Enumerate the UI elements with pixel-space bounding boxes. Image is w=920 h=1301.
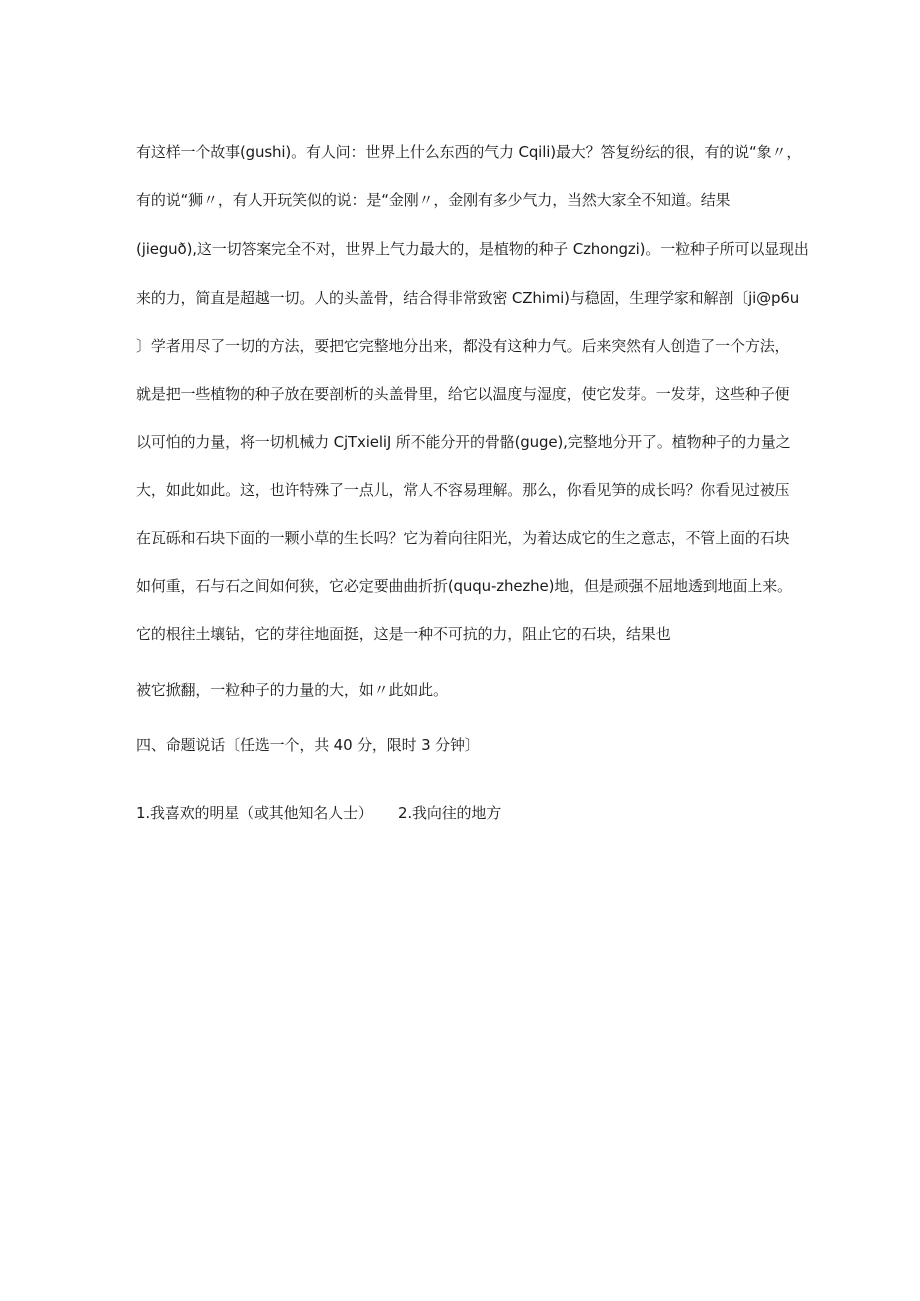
passage-line: 有这样一个故事(gushi)。有人问：世界上什么东西的气力 Cqili)最大？答复纷纭的很，有的说“象〃， bbox=[136, 143, 802, 161]
passage-line: 以可怕的力量，将一切机械力 CjTxieliJ 所不能分开的骨骼(guge),完整地分开了。植物种子的力量之 bbox=[136, 433, 791, 451]
passage-line: 就是把一些植物的种子放在要剖析的头盖骨里，给它以温度与湿度，使它发芽。一发芽，这些种子便 bbox=[136, 385, 790, 403]
passage-line: 被它掀翻，一粒种子的力量的大，如〃此如此。 bbox=[136, 681, 448, 699]
passage-line: 大，如此如此。这，也许特殊了一点儿，常人不容易理解。那么，你看见笋的成长吗？你看见过被压 bbox=[136, 481, 790, 499]
topic-list bbox=[136, 803, 796, 823]
passage-line: 有的说“狮〃，有人开玩笑似的说：是“金刚〃，金刚有多少气力，当然大家全不知道。结果 bbox=[136, 191, 731, 209]
passage-line: (jieguð),这一切答案完全不对，世界上气力最大的，是植物的种子 Czhongzi)。一粒种子所可以显现出 bbox=[136, 240, 809, 258]
section-heading: 四、命题说话〔任选一个，共 40 分，限时 3 分钟〕 bbox=[136, 736, 480, 754]
passage-line: 它的根往土壤钻，它的芽往地面挺，这是一种不可抗的力，阻止它的石块，结果也 bbox=[136, 625, 671, 643]
passage-line: 在瓦砾和石块下面的一颗小草的生长吗？它为着向往阳光，为着达成它的生之意志，不管上面的石块 bbox=[136, 529, 790, 547]
topic-item-2: 2.我向往的地方 bbox=[398, 804, 502, 822]
passage-line: 来的力，简直是超越一切。人的头盖骨，结合得非常致密 CZhimi)与稳固，生理学家和解剖〔ji@p6u bbox=[136, 289, 800, 307]
passage-line: 〕学者用尽了一切的方法，要把它完整地分出来，都没有这种力气。后来突然有人创造了一个方法， bbox=[136, 337, 790, 355]
topic-item-1: 1.我喜欢的明星（或其他知名人士） bbox=[136, 804, 373, 822]
passage-line: 如何重，石与石之间如何狭，它必定要曲曲折折(ququ-zhezhe)地，但是顽强不屈地透到地面上来。 bbox=[136, 577, 792, 595]
